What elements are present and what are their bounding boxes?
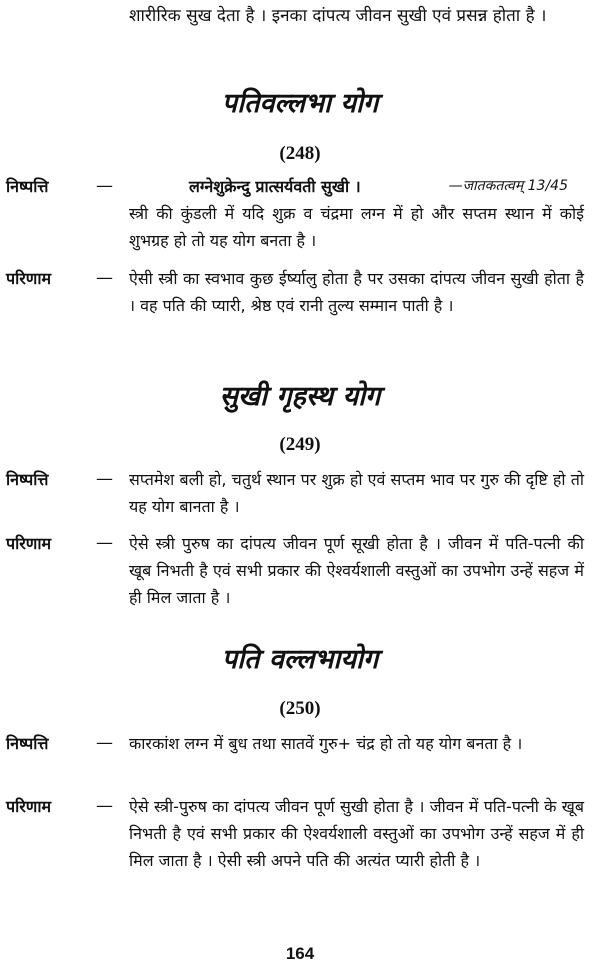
sloka-source: —जातकतत्वम् 13/45 [448, 178, 568, 194]
nishpatti-label: निष्पत्ति [6, 177, 49, 196]
nishpatti-text: स्त्री की कुंडली में यदि शुक्र व चंद्रमा लग्न में हो और सप्तम स्थान में कोई शुभग्रह हो तो यह योग बनता है । [129, 204, 584, 250]
parinam-text: ऐसे स्त्री-पुरुष का दांपत्य जीवन पूर्ण सुखी होता है । जीवन में पति-पत्नी के खूब निभती है एवं सभी प्रकार की ऐश्वर्यशाली वस्तुओं का उपभोग उन्हें सहज में ही मिल जाता है । ऐसी स्त्री अपने पति की अत्यंत प्यारी होती है । [129, 797, 584, 870]
parinam-label: परिणाम [6, 797, 52, 816]
yoga-title-250: पति वल्लभायोग [221, 644, 379, 675]
nishpatti-text: कारकांश लग्न में बुध तथा सातवें गुरु+ चंद्र हो तो यह योग बनता है । [129, 734, 523, 753]
label-dash: — [96, 733, 113, 753]
yoga-number-248: (248) [279, 143, 321, 164]
page-number: 164 [285, 944, 315, 963]
nishpatti-label: निष्पत्ति [6, 734, 49, 753]
parinam-label: परिणाम [6, 534, 52, 553]
yoga-number-249: (249) [279, 434, 321, 455]
sloka-text: लग्नेशुक्रेन्दु प्रात्सर्यवती सुखी । [189, 177, 361, 196]
parinam-label: परिणाम [6, 269, 52, 288]
nishpatti-label: निष्पत्ति [6, 470, 49, 489]
parinam-text: ऐसे स्त्री पुरुष का दांपत्य जीवन पूर्ण सूखी होता है । जीवन में पति-पत्नी की खूब निभती है एवं सभी प्रकार की ऐश्वर्यशाली वस्तुओं का उपभोग उन्हें सहज में ही मिल जाता है । [129, 534, 584, 607]
label-dash: — [96, 533, 113, 553]
parinam-text: ऐसी स्त्री का स्वभाव कुछ ईर्ष्यालु होता है पर उसका दांपत्य जीवन सुखी होता है । वह पति की प्यारी, श्रेष्ठ एवं रानी तुल्य सम्मान पाती है । [129, 269, 584, 315]
intro-paragraph: शारीरिक सुख देता है । इनका दांपत्य जीवन सुखी एवं प्रसन्न होता है । [129, 6, 547, 26]
label-dash: — [96, 796, 113, 816]
sloka-line [129, 173, 584, 200]
yoga-title-248: पतिवल्लभा योग [221, 88, 379, 119]
yoga-title-249: सुखी गृहस्थ योग [219, 381, 381, 412]
label-dash: — [96, 268, 113, 288]
label-dash: — [96, 469, 113, 489]
label-dash: — [96, 176, 113, 196]
nishpatti-text: सप्तमेश बली हो, चतुर्थ स्थान पर शुक्र हो एवं सप्तम भाव पर गुरु की दृष्टि हो तो यह योग बानता है । [129, 470, 584, 516]
yoga-number-250: (250) [279, 698, 321, 719]
